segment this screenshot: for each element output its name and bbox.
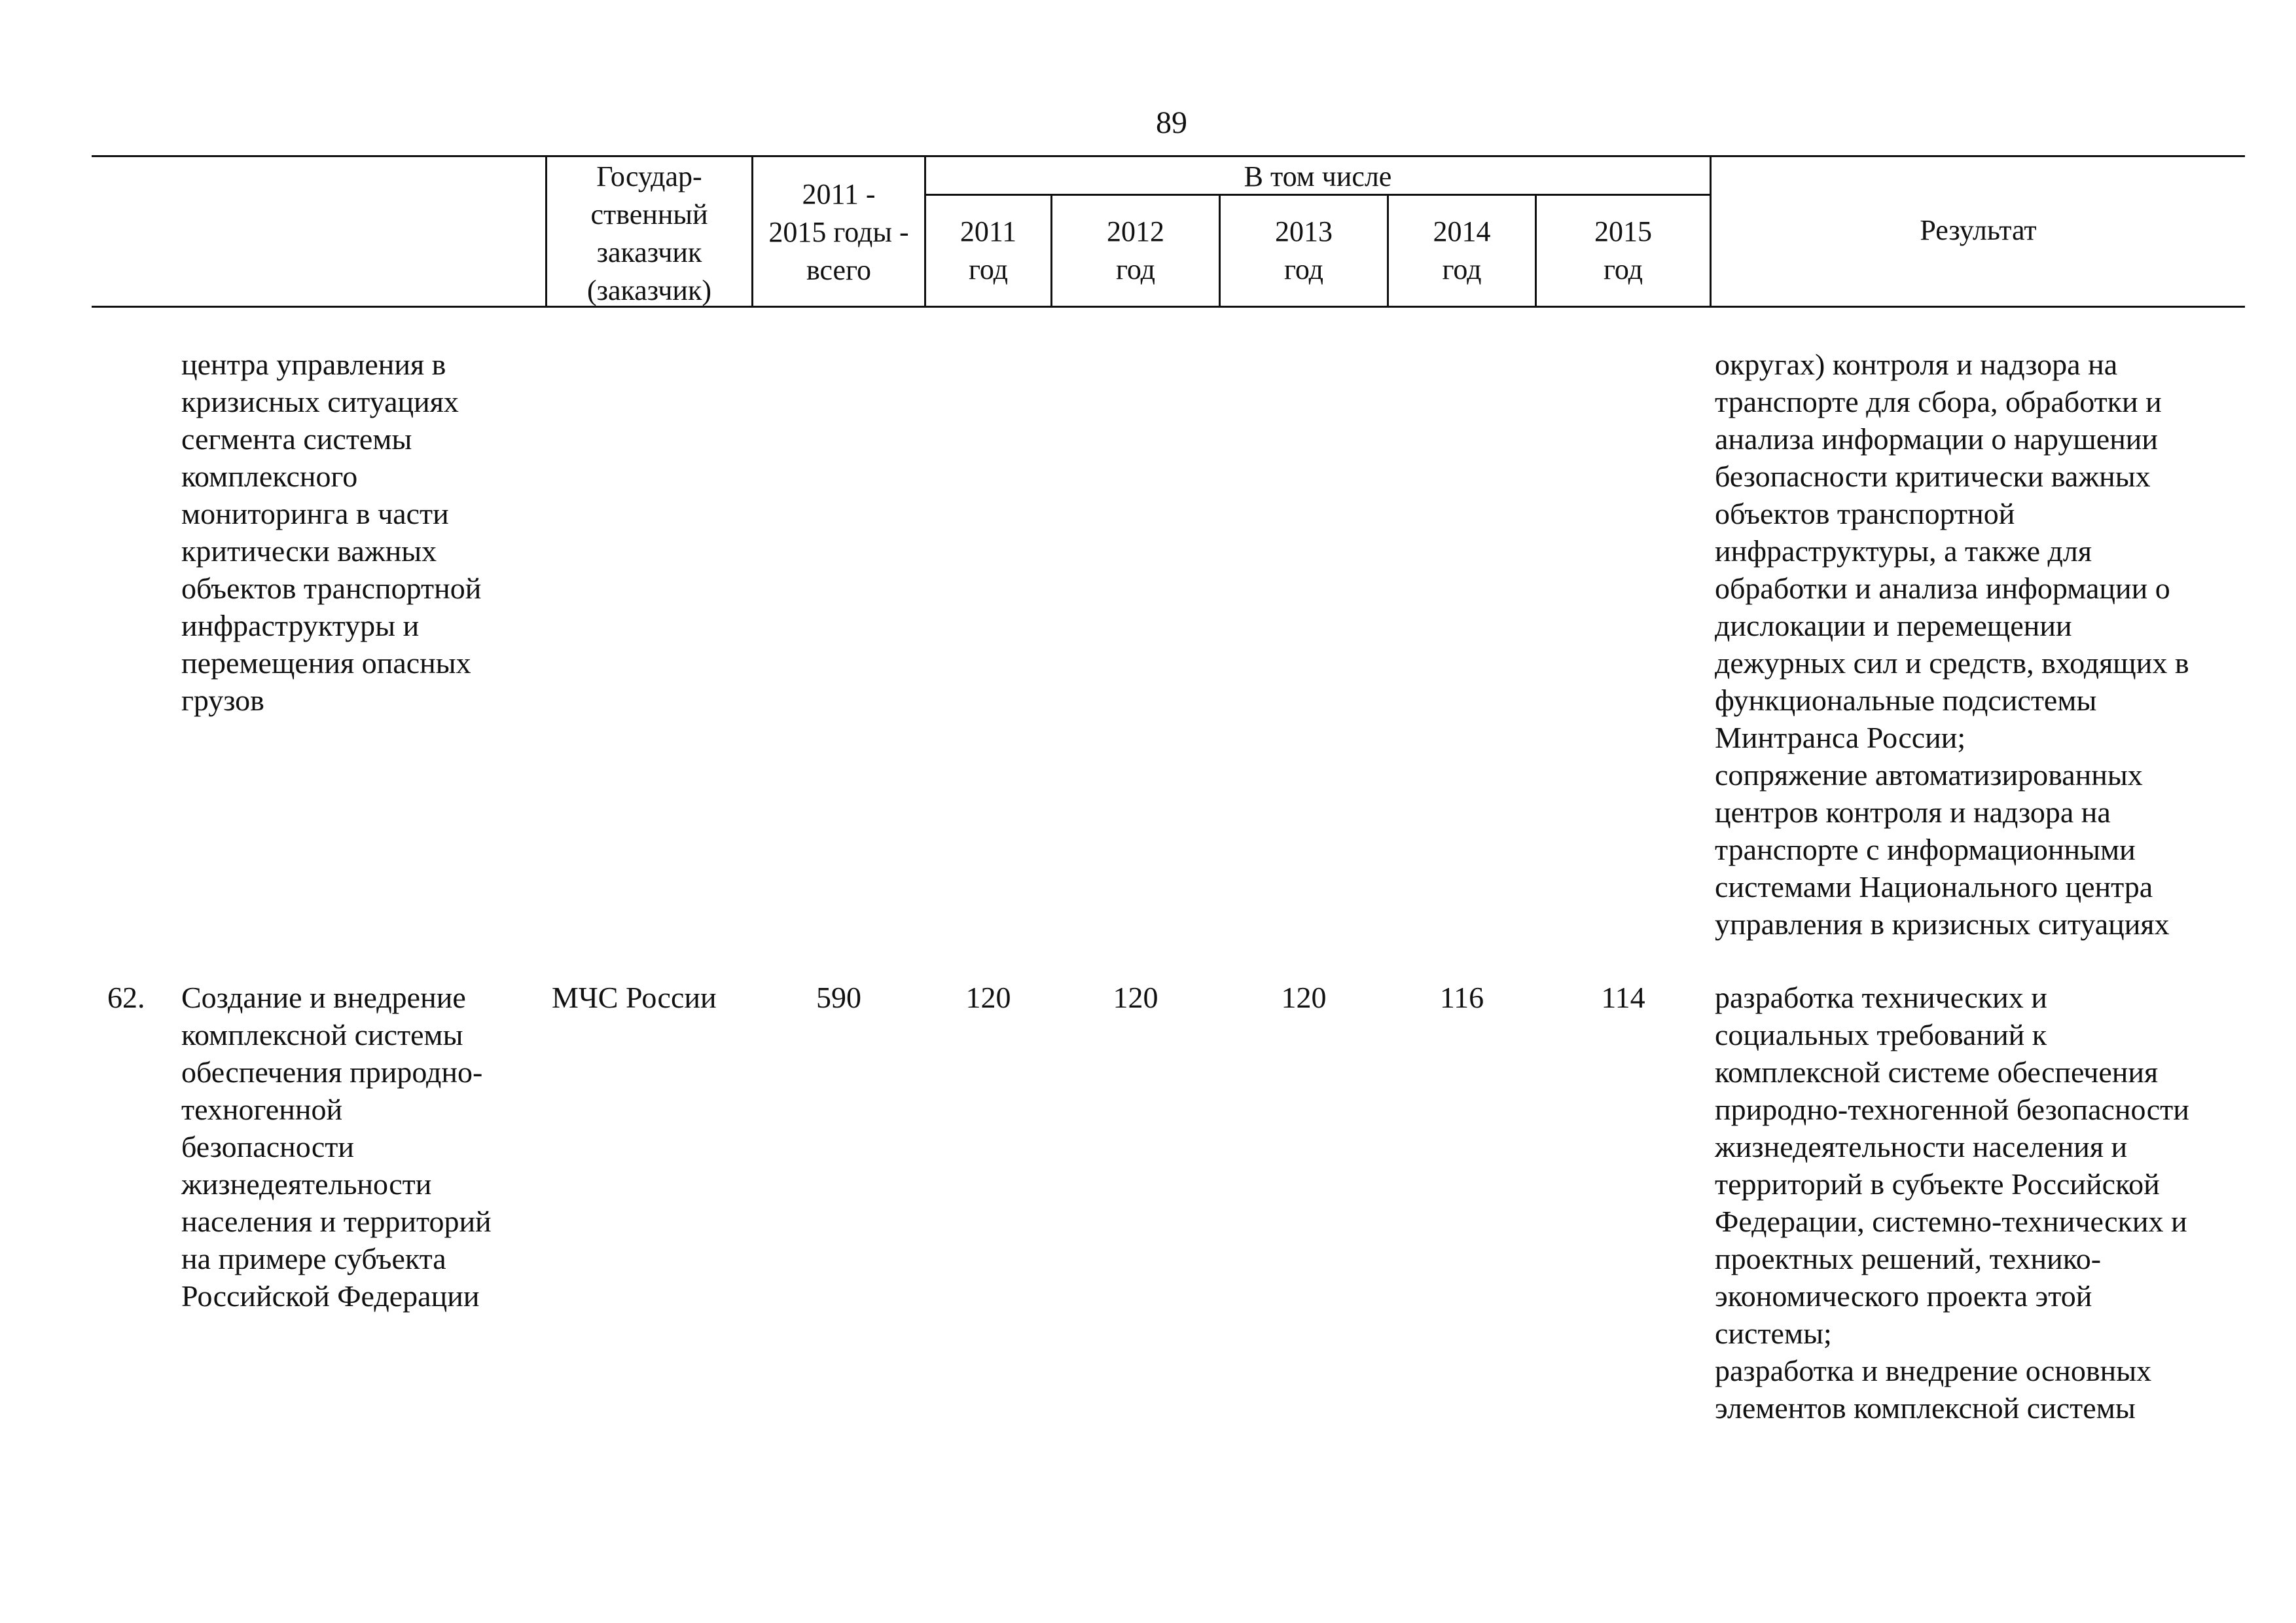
row-62-year-2015: 114 [1601, 981, 1645, 1014]
header-result: Результат [1920, 214, 2037, 246]
row-62-customer: МЧС России [552, 981, 717, 1014]
header-top-rule [92, 155, 2245, 157]
row-62-result: разработка технических и социальных требований к комплексной системе обеспечения природно-техногенной безопасности жизнедеятельности населения и территорий в субъекте Российской Федерации, системно-технических и проектных решений, технико- экономического проекта этой системы; разработка и внедрение основных элементов комплексной системы [1715, 981, 2189, 1425]
row-62-year-2013: 120 [1281, 981, 1327, 1014]
row-62-total: 590 [816, 981, 861, 1014]
header-year-2014: 2014 год [1433, 215, 1491, 285]
header-total: 2011 - 2015 годы - всего [768, 178, 909, 286]
header-year-2013: 2013 год [1275, 215, 1333, 285]
page-number: 89 [1156, 105, 1187, 140]
row-62-year-2014: 116 [1439, 981, 1484, 1014]
header-year-2011: 2011 год [960, 215, 1017, 285]
row-62-number: 62. [107, 981, 145, 1014]
row-1-result: округах) контроля и надзора на транспорте для сбора, обработки и анализа информации о нарушении безопасности критически важных объектов транспортной инфраструктуры, а также для обработки и анализа информации о дислокации и перемещении дежурных сил и средств, входящих в функциональные подсистемы Минтранса России; сопряжение автоматизированных центров контроля и надзора на транспорте с информационными системами Национального центра управления в кризисных ситуациях [1715, 348, 2189, 941]
header-year-2015: 2015 год [1594, 215, 1652, 285]
header-customer: Государ- ственный заказчик (заказчик) [586, 160, 711, 306]
row-62-year-2012: 120 [1113, 981, 1158, 1014]
row-62-name: Создание и внедрение комплексной системы обеспечения природно- техногенной безопасности жизнедеятельности населения и территорий на примере субъекта Российской Федерации [181, 981, 492, 1313]
row-62-year-2011: 120 [965, 981, 1011, 1014]
header-bottom-rule [92, 306, 2245, 308]
row-1-name: центра управления в кризисных ситуациях сегмента системы комплексного мониторинга в части критически важных объектов транспортной инфраструктуры и перемещения опасных грузов [181, 348, 482, 717]
header-including: В том числе [1244, 160, 1392, 192]
header-year-2012: 2012 год [1107, 215, 1164, 285]
